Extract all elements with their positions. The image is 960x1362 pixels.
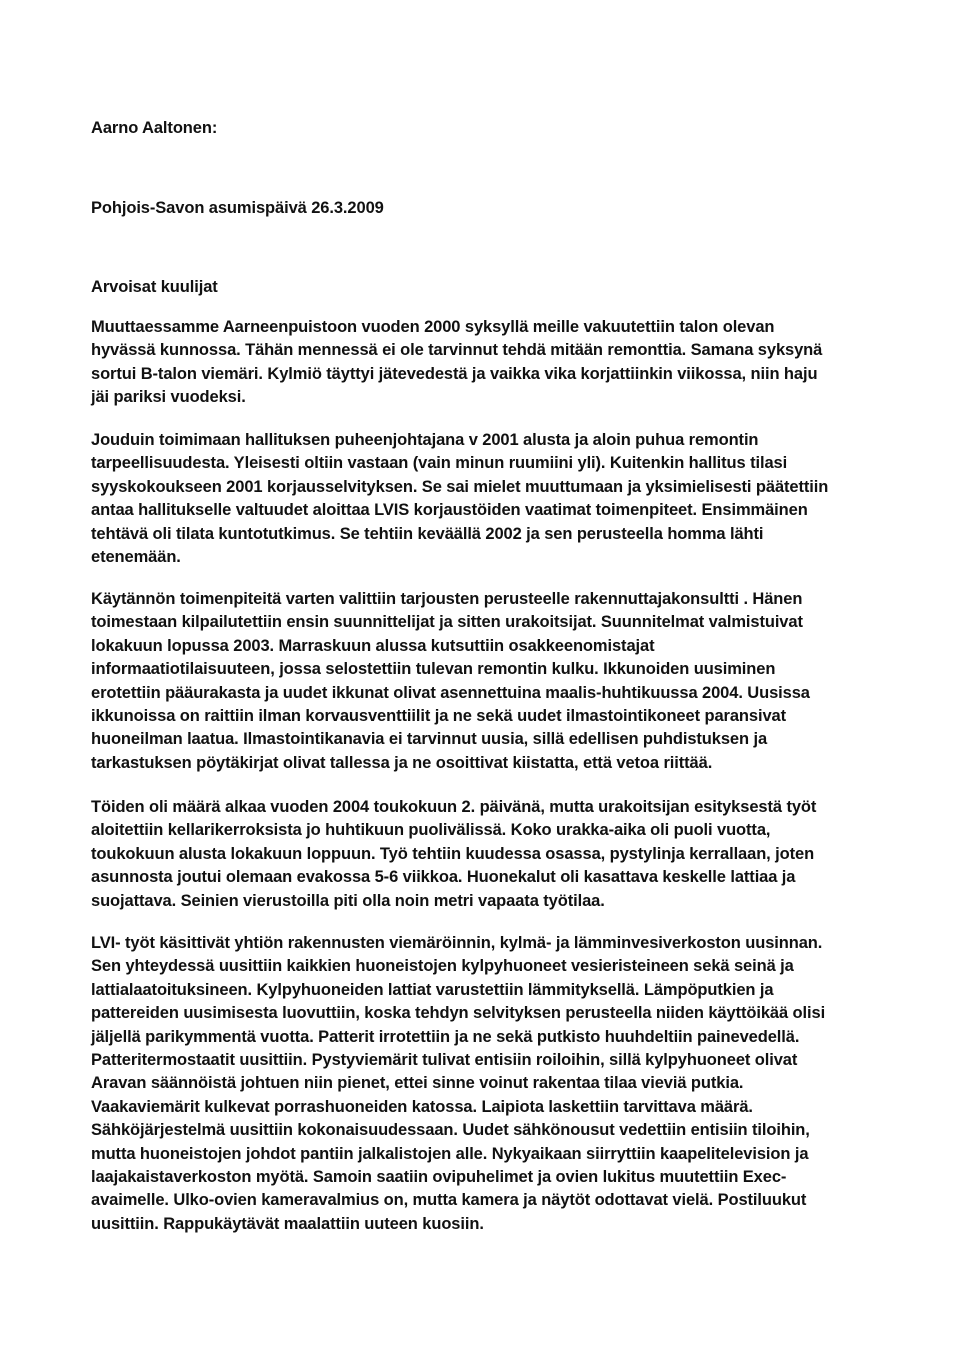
text-line: etenemään. bbox=[91, 548, 181, 567]
text-line: pattereiden uusimisesta luovuttiin, koska tehdyn selvityksen perusteella niiden käyttöikää olisi bbox=[91, 1004, 826, 1023]
text-line: syyskokoukseen 2001 korjausselvityksen. Se sai mielet muuttumaan ja yksimielisesti päätettiin bbox=[91, 477, 829, 496]
text-line: suojattava. Seinien vierustoilla piti olla noin metri vapaata työtilaa. bbox=[91, 891, 605, 910]
text-line: uusittiin. Rappukäytävät maalattiin uuteen kuosiin. bbox=[91, 1214, 484, 1233]
salutation: Arvoisat kuulijat bbox=[91, 278, 218, 296]
text-line: toimestaan kilpailutettiin ensin suunnittelijat ja sitten urakoitsijat. Suunnitelmat valmistuivat bbox=[91, 613, 803, 632]
paragraph-2 bbox=[91, 429, 881, 569]
text-line: jäi pariksi vuodeksi. bbox=[91, 388, 246, 407]
text-line: Töiden oli määrä alkaa vuoden 2004 toukokuun 2. päivänä, mutta urakoitsijan esityksestä työt bbox=[91, 798, 817, 816]
text-line: lattialaatoituksineen. Kylpyhuoneiden lattiat varustettiin lämmityksellä. Lämpöputkien ja bbox=[91, 980, 774, 999]
text-line: LVI- työt käsittivät yhtiön rakennusten viemäröinnin, kylmä- ja lämminvesiverkoston uusinnan. bbox=[91, 934, 823, 952]
text-line: avaimelle. Ulko-ovien kameravalmius on, mutta kamera ja näytöt odottavat vielä. Postiluukut bbox=[91, 1191, 807, 1210]
text-line: antaa hallitukselle valtuudet aloittaa LVIS korjaustöiden vaatimat toimenpiteet. Ensimmäinen bbox=[91, 501, 808, 520]
text-line: toukokuun alusta lokakuun loppuun. Työ tehtiin kuudessa osassa, pystylinja kerrallaan, joten bbox=[91, 844, 815, 863]
text-line: Käytännön toimenpiteitä varten valittiin tarjousten perusteelle rakennuttajakonsultti . Hänen bbox=[91, 590, 803, 608]
text-line: Patteritermostaatit uusittiin. Pystyviemärit tulivat entisiin roiloihin, sillä kylpyhuoneet olivat bbox=[91, 1051, 798, 1070]
text-line: tarkastuksen pöytäkirjat olivat tallessa ja ne osoittivat kiistatta, että vetoa riittää. bbox=[91, 753, 713, 772]
text-line: ikkunoissa on raittiin ilman korvausventtiilit ja ne sekä uudet ilmastointikoneet paransivat bbox=[91, 707, 786, 726]
paragraph-1 bbox=[91, 316, 881, 410]
text-line: asunnosta joutui olemaan evakossa 5-6 viikkoa. Huonekalut oli kasattava keskelle lattiaa ja bbox=[91, 868, 796, 887]
text-line: sortui B-talon viemäri. Kylmiö täyttyi jätevedestä ja vaikka vika korjattiinkin viikossa, niin haju bbox=[91, 364, 818, 383]
text-line: Muuttaessamme Aarneenpuistoon vuoden 2000 syksyllä meille vakuutettiin talon olevan bbox=[91, 318, 775, 336]
text-line: Jouduin toimimaan hallituksen puheenjohtajana v 2001 alusta ja aloin puhua remontin bbox=[91, 431, 759, 449]
text-line: erotettiin pääurakasta ja uudet ikkunat olivat asennettuina maalis-huhtikuussa 2004. Uusissa bbox=[91, 683, 810, 702]
text-line: hyvässä kunnossa. Tähän mennessä ei ole tarvinnut tehdä mitään remonttia. Samana syksynä bbox=[91, 341, 823, 360]
text-line: informaatiotilaisuuteen, jossa selostettiin tulevan remontin kulku. Ikkunoiden uusiminen bbox=[91, 660, 776, 679]
text-line: Aravan säännöistä johtuen niin pienet, ettei sinne voinut rakentaa tilaa vieviä putkia. bbox=[91, 1074, 744, 1093]
text-line: Vaakaviemärit kulkevat porrashuoneiden katossa. Laipiota laskettiin tarvittava määrä. bbox=[91, 1097, 753, 1116]
text-line: Sähköjärjestelmä uusittiin kokonaisuudessaan. Uudet sähkönousut vedettiin entisiin tiloihin, bbox=[91, 1121, 810, 1140]
text-line: aloitettiin kellarikerroksista jo huhtikuun puolivälissä. Koko urakka-aika oli puoli vuotta, bbox=[91, 821, 771, 840]
paragraph-5 bbox=[91, 932, 881, 1236]
event-line: Pohjois-Savon asumispäivä 26.3.2009 bbox=[91, 199, 384, 217]
text-line: huoneilman laatua. Ilmastointikanavia ei tarvinnut uusia, sillä edellisen puhdistuksen ja bbox=[91, 730, 768, 749]
text-line: jäljellä parikymmentä vuotta. Patterit irrotettiin ja ne sekä putkisto huuhdeltiin painevedellä. bbox=[91, 1027, 800, 1046]
paragraph-4 bbox=[91, 796, 881, 913]
text-line: lokakuun lopussa 2003. Marraskuun alussa kutsuttiin osakkeenomistajat bbox=[91, 636, 655, 655]
paragraph-3 bbox=[91, 588, 881, 775]
text-line: tehtävä oli tilata kuntotutkimus. Se tehtiin keväällä 2002 ja sen perusteella homma lähti bbox=[91, 524, 764, 543]
text-line: tarpeellisuudesta. Yleisesti oltiin vastaan (vain minun ruumiini yli). Kuitenkin hallitus tilasi bbox=[91, 454, 788, 473]
text-line: mutta huoneistojen johdot pantiin jalkalistojen alle. Nykyaikaan siirryttiin kaapelitelevision ja bbox=[91, 1144, 809, 1163]
text-line: laajakaistaverkoston myötä. Samoin saatiin ovipuhelimet ja ovien lukitus muutettiin Exec- bbox=[91, 1168, 787, 1187]
author-line: Aarno Aaltonen: bbox=[91, 119, 218, 137]
text-line: Sen yhteydessä uusittiin kaikkien huoneistojen kylpyhuoneet vesieristeineen sekä seinä ja bbox=[91, 957, 794, 976]
